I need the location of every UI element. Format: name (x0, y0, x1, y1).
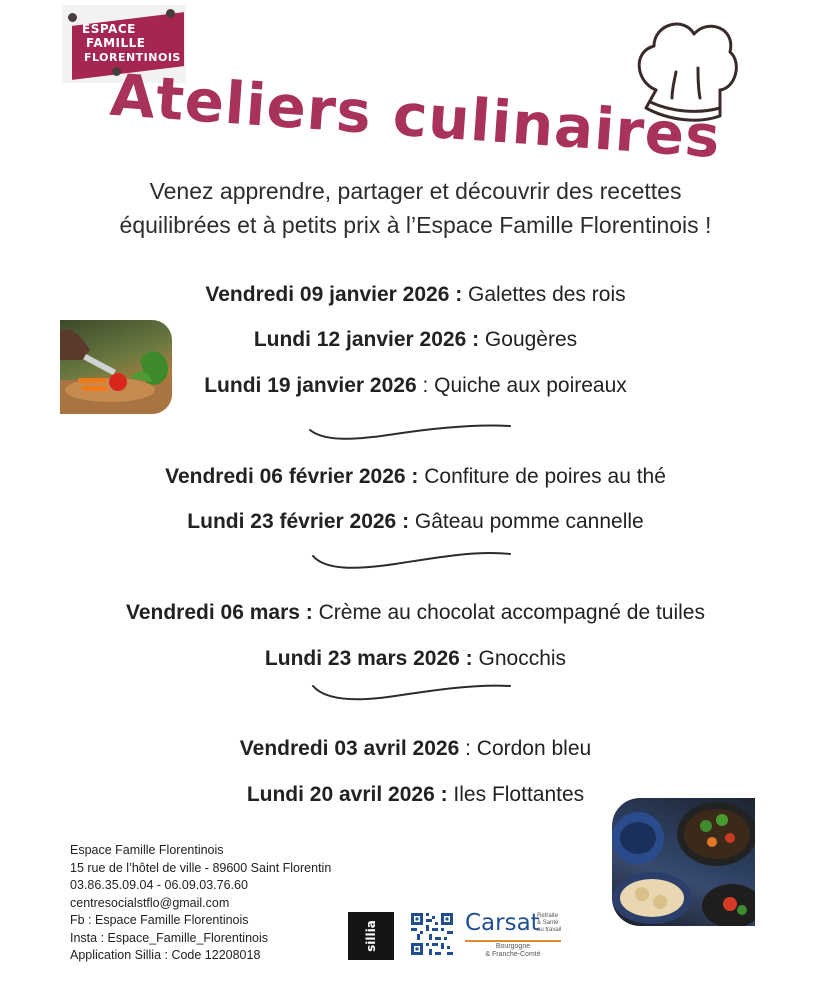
carsat-name: Carsat (465, 910, 540, 936)
session-line (0, 647, 831, 671)
session-date: Vendredi 09 janvier 2026 : (205, 283, 463, 306)
sillia-logo: sillia (348, 912, 394, 960)
carsat-logo (465, 910, 563, 956)
intro-line: équilibrées et à petits prix à l’Espace Famille Florentinois ! (119, 212, 712, 238)
decorative-swirl (305, 680, 515, 704)
session-line (0, 510, 831, 534)
logo-dot (68, 13, 77, 22)
footer-line: 03.86.35.09.04 - 06.09.03.76.60 (70, 878, 248, 892)
session-recipe: Gnocchis (472, 647, 567, 670)
intro-line: Venez apprendre, partager et découvrir des recettes (149, 178, 682, 204)
carsat-tagline-line: & Santé (537, 920, 559, 926)
carsat-rule (465, 940, 561, 942)
footer-line: Fb : Espace Famille Florentinois (70, 913, 249, 927)
session-recipe: Gâteau pomme cannelle (409, 510, 644, 533)
session-date: Lundi 12 janvier 2026 : (253, 328, 480, 351)
session-date: Vendredi 06 février 2026 : (165, 465, 419, 488)
session-date: Lundi 20 avril 2026 : (246, 783, 448, 806)
session-recipe: Iles Flottantes (447, 783, 585, 806)
page-title: Ateliers culinaires (108, 60, 723, 172)
carsat-region-line: Bourgogne (495, 943, 531, 950)
footer-line: centresocialstflo@gmail.com (70, 895, 230, 910)
carsat-tagline-line: au travail (537, 927, 562, 933)
qr-code-icon (411, 913, 453, 955)
decorative-swirl (305, 420, 515, 444)
session-date: Lundi 23 mars 2026 : (264, 647, 473, 670)
decorative-swirl (305, 548, 515, 572)
session-line (0, 737, 831, 761)
session-line (0, 465, 831, 489)
session-recipe: Gougères (479, 328, 578, 351)
vegetable-cutting-photo (60, 320, 172, 414)
logo-text: FAMILLE (86, 36, 146, 50)
session-date: Lundi 19 janvier 2026 (204, 374, 417, 397)
footer-line: Application Sillia : Code 12208018 (70, 948, 261, 962)
contact-info (70, 842, 331, 965)
session-date: Lundi 23 février 2026 : (187, 510, 410, 533)
session-recipe: Confiture de poires au thé (418, 465, 666, 488)
carsat-tagline (537, 913, 561, 934)
session-recipe: : Cordon bleu (459, 737, 592, 760)
session-line (0, 601, 831, 625)
footer-line: 15 rue de l’hôtel de ville - 89600 Saint Florentin (70, 860, 332, 875)
carsat-tagline-line: Retraite (537, 913, 559, 919)
session-line (0, 283, 831, 307)
logo-text: ESPACE (82, 22, 136, 36)
session-recipe: Galettes des rois (462, 283, 626, 306)
footer-line: Insta : Espace_Famille_Florentinois (70, 930, 269, 945)
carsat-region (473, 943, 553, 959)
cooking-pots-photo (612, 798, 755, 926)
session-date: Vendredi 06 mars : (126, 601, 313, 624)
carsat-region-line: & Franche-Comté (485, 951, 541, 958)
session-date: Vendredi 03 avril 2026 (239, 737, 460, 760)
session-recipe: : Quiche aux poireaux (416, 374, 627, 397)
footer-line: Espace Famille Florentinois (70, 843, 224, 857)
logo-dot (166, 9, 175, 18)
logo-text: FLORENTINOIS (84, 51, 181, 64)
session-recipe: Crème au chocolat accompagné de tuiles (312, 601, 705, 624)
